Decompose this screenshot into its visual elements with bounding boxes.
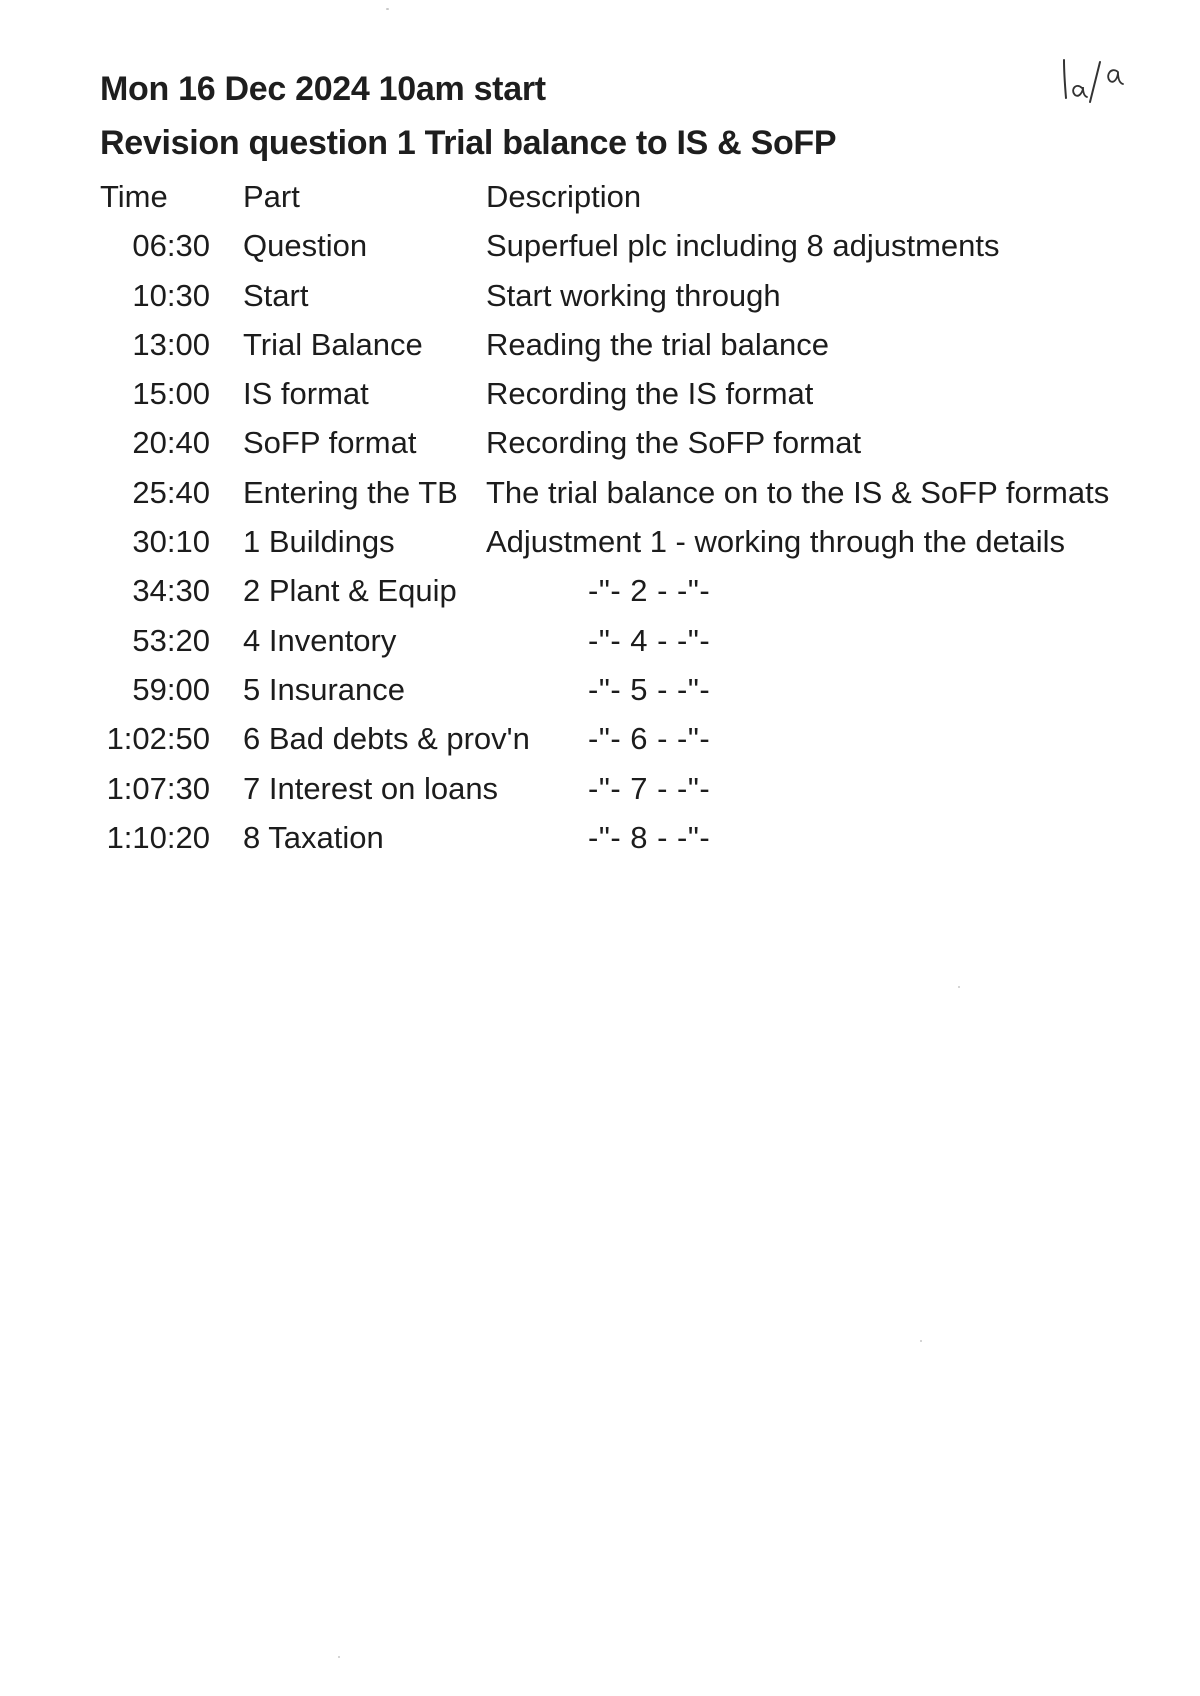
time-cell: 13:00: [132, 326, 210, 362]
time-cell: 1:07:30: [106, 770, 210, 806]
scan-speck: [386, 8, 389, 10]
ditto-description-cell: -"- 6 - -"-: [588, 721, 711, 757]
description-cell: The trial balance on to the IS & SoFP formats: [486, 474, 1110, 510]
time-cell: 06:30: [132, 228, 210, 264]
table-row: [0, 469, 1200, 518]
table-row: [0, 814, 1200, 863]
table-row: [0, 765, 1200, 814]
scan-speck: [338, 1656, 340, 1658]
time-cell: 15:00: [132, 376, 210, 412]
table-row: [0, 715, 1200, 764]
time-column-header: Time: [100, 179, 168, 214]
part-cell: 5 Insurance: [243, 671, 405, 707]
description-cell: Superfuel plc including 8 adjustments: [486, 228, 1000, 264]
table-row: [0, 321, 1200, 370]
time-cell: 30:10: [132, 524, 210, 560]
handwritten-page-mark: [1056, 56, 1132, 106]
ditto-description-cell: -"- 4 - -"-: [588, 622, 711, 658]
time-cell: 59:00: [132, 671, 210, 707]
table-row: [0, 617, 1200, 666]
ditto-description-cell: -"- 7 - -"-: [588, 770, 711, 806]
time-cell: 1:02:50: [106, 721, 210, 757]
table-row: [0, 272, 1200, 321]
description-cell: Reading the trial balance: [486, 326, 829, 362]
part-cell: Start: [243, 277, 309, 313]
page-title: Mon 16 Dec 2024 10am start: [100, 70, 546, 108]
table-row: [0, 419, 1200, 468]
ditto-description-cell: -"- 2 - -"-: [588, 573, 711, 609]
ditto-description-cell: -"- 8 - -"-: [588, 819, 711, 855]
part-cell: 1 Buildings: [243, 524, 395, 560]
description-cell: Adjustment 1 - working through the details: [486, 524, 1065, 560]
time-cell: 1:10:20: [106, 819, 210, 855]
part-cell: Entering the TB: [243, 474, 458, 510]
page-subtitle: Revision question 1 Trial balance to IS & SoFP: [100, 124, 837, 162]
table-row: [0, 222, 1200, 271]
description-cell: Recording the SoFP format: [486, 425, 862, 461]
time-cell: 10:30: [132, 277, 210, 313]
table-row: [0, 370, 1200, 419]
part-cell: Question: [243, 228, 368, 264]
scan-speck: [958, 986, 960, 988]
part-cell: 8 Taxation: [243, 819, 384, 855]
ditto-description-cell: -"- 5 - -"-: [588, 671, 711, 707]
table-row: [0, 518, 1200, 567]
description-cell: Recording the IS format: [486, 376, 814, 412]
part-cell: 7 Interest on loans: [243, 770, 499, 806]
description-column-header: Description: [486, 179, 642, 214]
table-header-row: [0, 173, 1200, 222]
part-cell: Trial Balance: [243, 326, 423, 362]
part-cell: 2 Plant & Equip: [243, 573, 457, 609]
description-cell: Start working through: [486, 277, 781, 313]
table-row: [0, 666, 1200, 715]
time-cell: 25:40: [132, 474, 210, 510]
time-cell: 20:40: [132, 425, 210, 461]
scan-speck: [920, 1340, 922, 1342]
schedule-table: [0, 173, 1200, 863]
part-cell: SoFP format: [243, 425, 417, 461]
part-cell: IS format: [243, 376, 369, 412]
time-cell: 34:30: [132, 573, 210, 609]
part-cell: 4 Inventory: [243, 622, 397, 658]
part-column-header: Part: [243, 179, 300, 214]
table-row: [0, 567, 1200, 616]
part-cell: 6 Bad debts & prov'n: [243, 721, 530, 757]
time-cell: 53:20: [132, 622, 210, 658]
